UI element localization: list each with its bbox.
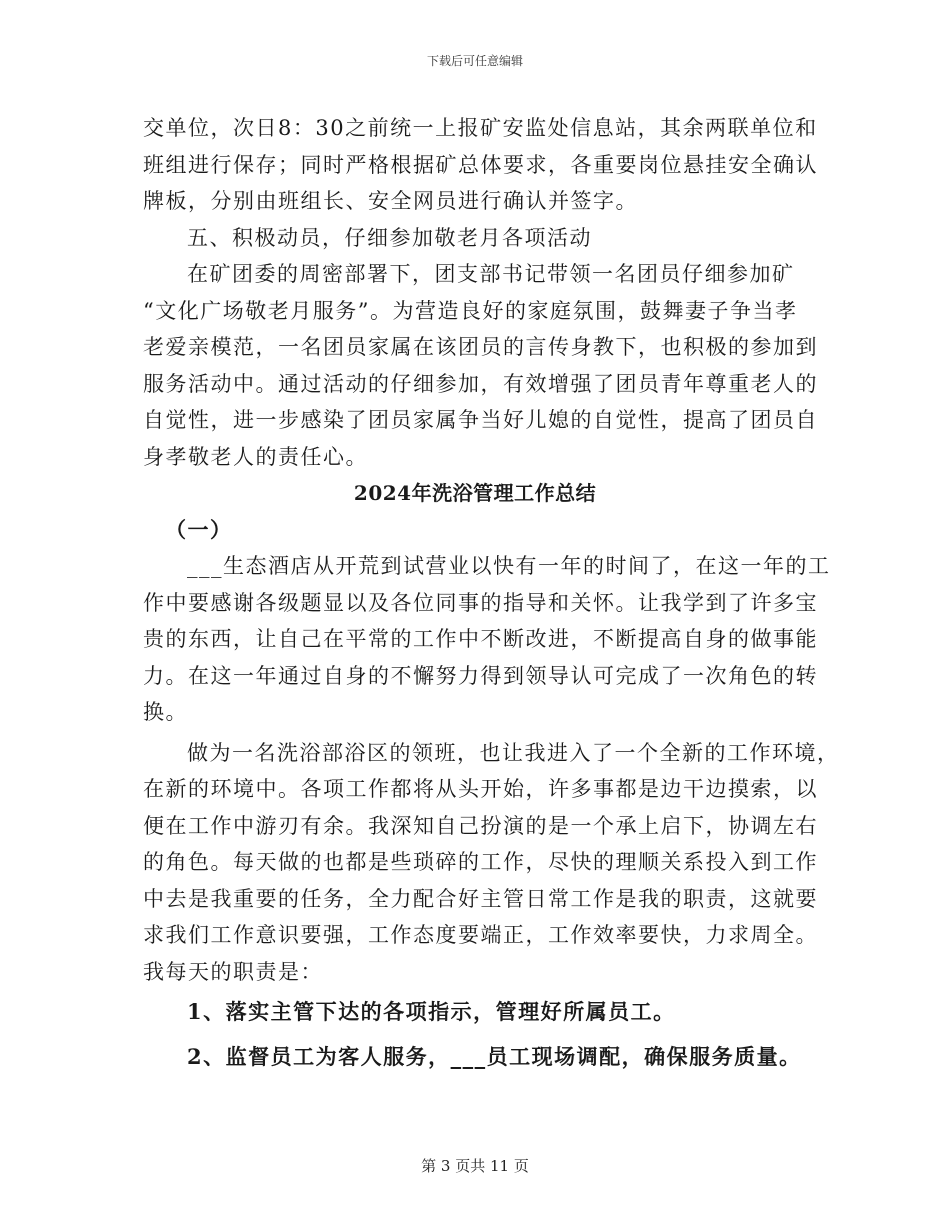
document-title: 2024年洗浴管理工作总结 (353, 481, 597, 505)
paragraph-continuation (143, 110, 818, 220)
text-line: 班组进行保存；同时严格根据矿总体要求，各重要岗位悬挂安全确认 (143, 152, 818, 177)
duties-list (143, 994, 807, 1075)
page-footer: 第 3 页共 11 页 (421, 1157, 529, 1175)
text-line: 的角色。每天做的也都是些琐碎的工作，尽快的理顺关系投入到工作 (143, 850, 818, 874)
text-line: 身孝敬老人的责任心。 (143, 444, 368, 469)
text-line: 牌板，分别由班组长、安全网员进行确认并签字。 (143, 189, 638, 213)
text-line: 我每天的职责是： (143, 959, 323, 984)
header-note: 下载后可任意编辑 (426, 54, 523, 68)
part-label: （一） (165, 516, 233, 542)
text-line: 求我们工作意识要强，工作态度要端正，工作效率要快，力求周全。 (143, 923, 818, 947)
text-line: 便在工作中游刃有余。我深知自己扮演的是一个承上启下，协调左右 (143, 813, 818, 838)
document-body (143, 110, 840, 1075)
text-line: 中去是我重要的任务，全力配合好主管日常工作是我的职责，这就要 (143, 886, 818, 911)
text-line: 老爱亲模范，一名团员家属在该团员的言传身教下，也积极的参加到 (143, 335, 818, 359)
text-line: 作中要感谢各级题显以及各位同事的指导和关怀。让我学到了许多宝 (143, 590, 818, 615)
text-line: 自觉性，进一步感染了团员家属争当好儿媳的自觉性，提高了团员自 (143, 408, 818, 432)
section-heading: 五、积极动员，仔细参加敬老月各项活动 (187, 225, 592, 250)
paragraph-activities (143, 256, 818, 475)
text-line: 服务活动中。通过活动的仔细参加，有效增强了团员青年尊重老人的 (143, 371, 818, 396)
text-line: “文化广场敬老月服务”。为营造良好的家庭氛围，鼓舞妻子争当孝 (143, 298, 798, 323)
text-line: 在矿团委的周密部署下，团支部书记带领一名团员仔细参加矿 (187, 262, 795, 286)
duty-item: 2、监督员工为客人服务，___员工现场调配，确保服务质量。 (187, 1043, 802, 1069)
paragraph-intro (143, 548, 831, 731)
text-line: 做为一名洗浴部浴区的领班，也让我进入了一个全新的工作环境， (187, 740, 840, 765)
text-line: 在新的环境中。各项工作都将从头开始，许多事都是边干边摸索，以 (143, 777, 818, 801)
duty-item: 1、落实主管下达的各项指示，管理好所属员工。 (187, 999, 676, 1024)
text-line: 交单位，次日8：30之前统一上报矿安监处信息站，其余两联单位和 (143, 116, 818, 140)
text-line: 力。在这一年通过自身的不懈努力得到领导认可完成了一次角色的转 (143, 663, 818, 688)
paragraph-role (143, 735, 840, 991)
text-line: ___生态酒店从开荒到试营业以快有一年的时间了，在这一年的工 (187, 554, 831, 578)
text-line: 贵的东西，让自己在平常的工作中不断改进，不断提高自身的做事能 (143, 627, 818, 651)
text-line: 换。 (143, 700, 188, 724)
